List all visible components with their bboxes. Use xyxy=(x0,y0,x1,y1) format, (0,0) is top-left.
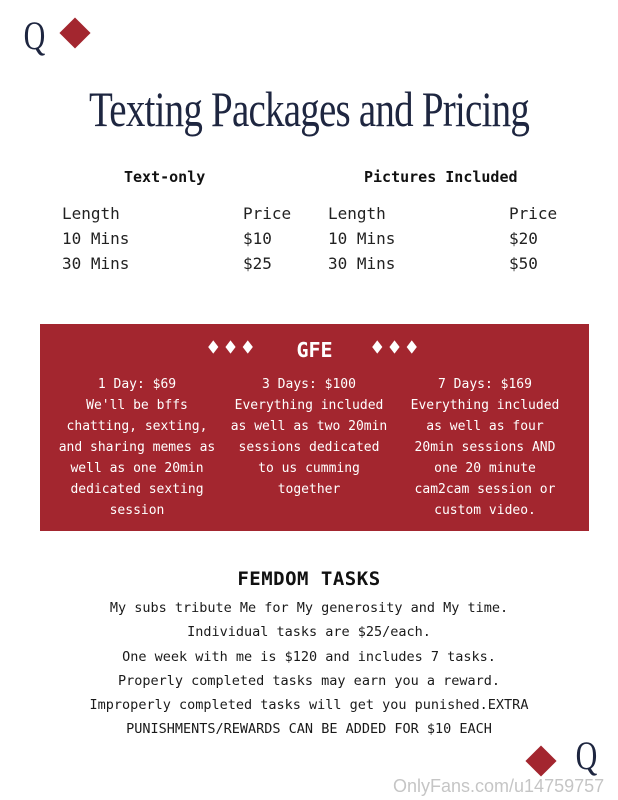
diamond-icon-bottom xyxy=(525,745,556,776)
gfe-heading-row xyxy=(40,336,589,362)
gfe-line: chatting, sexting, xyxy=(66,419,208,434)
pictures-row-1-price: $20 xyxy=(509,229,538,248)
text-only-row-2-price: $25 xyxy=(243,254,272,273)
gfe-line: We'll be bffs xyxy=(86,398,188,413)
gfe-line: Everything included xyxy=(234,398,384,413)
gfe-line: and sharing memes as xyxy=(58,440,216,455)
gfe-line: custom video. xyxy=(434,503,536,518)
gfe-line: as well as four xyxy=(426,419,544,434)
gfe-line: 7 Days: $169 xyxy=(438,377,532,392)
gfe-package-7-days xyxy=(402,374,568,521)
gfe-line: 3 Days: $100 xyxy=(262,377,356,392)
gfe-line: together xyxy=(277,482,341,497)
gfe-panel xyxy=(40,324,589,531)
pictures-row-2-price: $50 xyxy=(509,254,538,273)
gfe-package-3-days xyxy=(226,374,392,500)
gfe-line: sessions dedicated xyxy=(238,440,380,455)
gfe-line: as well as two 20min xyxy=(230,419,388,434)
femdom-line-3: One week with me is $120 and includes 7 tasks. xyxy=(122,649,496,665)
text-only-length-header: Length xyxy=(62,204,120,223)
diamond-icons-left: ♦♦♦ xyxy=(206,336,259,361)
femdom-line-4: Properly completed tasks may earn you a reward. xyxy=(117,673,500,689)
gfe-package-1-day xyxy=(52,374,222,521)
femdom-line-6: PUNISHMENTS/REWARDS CAN BE ADDED FOR $10 EACH xyxy=(126,721,492,737)
pictures-length-header: Length xyxy=(328,204,386,223)
gfe-line: 20min sessions AND xyxy=(414,440,556,455)
diamond-icons-right: ♦♦♦ xyxy=(370,336,423,361)
text-only-row-2-length: 30 Mins xyxy=(62,254,130,273)
pictures-included-heading: Pictures Included xyxy=(364,168,518,186)
pictures-row-1-length: 10 Mins xyxy=(328,229,396,248)
text-only-row-1-length: 10 Mins xyxy=(62,229,130,248)
femdom-line-1: My subs tribute Me for My generosity and My time. xyxy=(109,600,509,616)
femdom-line-5: Improperly completed tasks will get you punished.EXTRA xyxy=(89,697,529,713)
femdom-line-2: Individual tasks are $25/each. xyxy=(187,624,431,640)
watermark: OnlyFans.com/u14759757 xyxy=(393,776,605,796)
femdom-heading: FEMDOM TASKS xyxy=(237,568,381,590)
pictures-row-2-length: 30 Mins xyxy=(328,254,396,273)
gfe-line: dedicated sexting xyxy=(70,482,204,497)
text-only-row-1-price: $10 xyxy=(243,229,272,248)
text-only-heading: Text-only xyxy=(124,168,206,186)
gfe-line: 1 Day: $69 xyxy=(97,377,177,392)
pictures-price-header: Price xyxy=(509,204,558,223)
diamond-icon-top xyxy=(59,17,90,48)
gfe-line: one 20 minute xyxy=(434,461,536,476)
gfe-line: to us cumming xyxy=(258,461,360,476)
gfe-line: well as one 20min xyxy=(70,461,204,476)
gfe-line: Everything included xyxy=(410,398,560,413)
corner-queen-letter-bottom: Q xyxy=(575,733,598,778)
gfe-line: session xyxy=(109,503,165,518)
gfe-heading: GFE xyxy=(296,337,333,362)
corner-queen-letter-top: Q xyxy=(23,13,46,58)
page-title: Texting Packages and Pricing xyxy=(88,81,530,137)
text-only-price-header: Price xyxy=(243,204,292,223)
gfe-line: cam2cam session or xyxy=(414,482,556,497)
